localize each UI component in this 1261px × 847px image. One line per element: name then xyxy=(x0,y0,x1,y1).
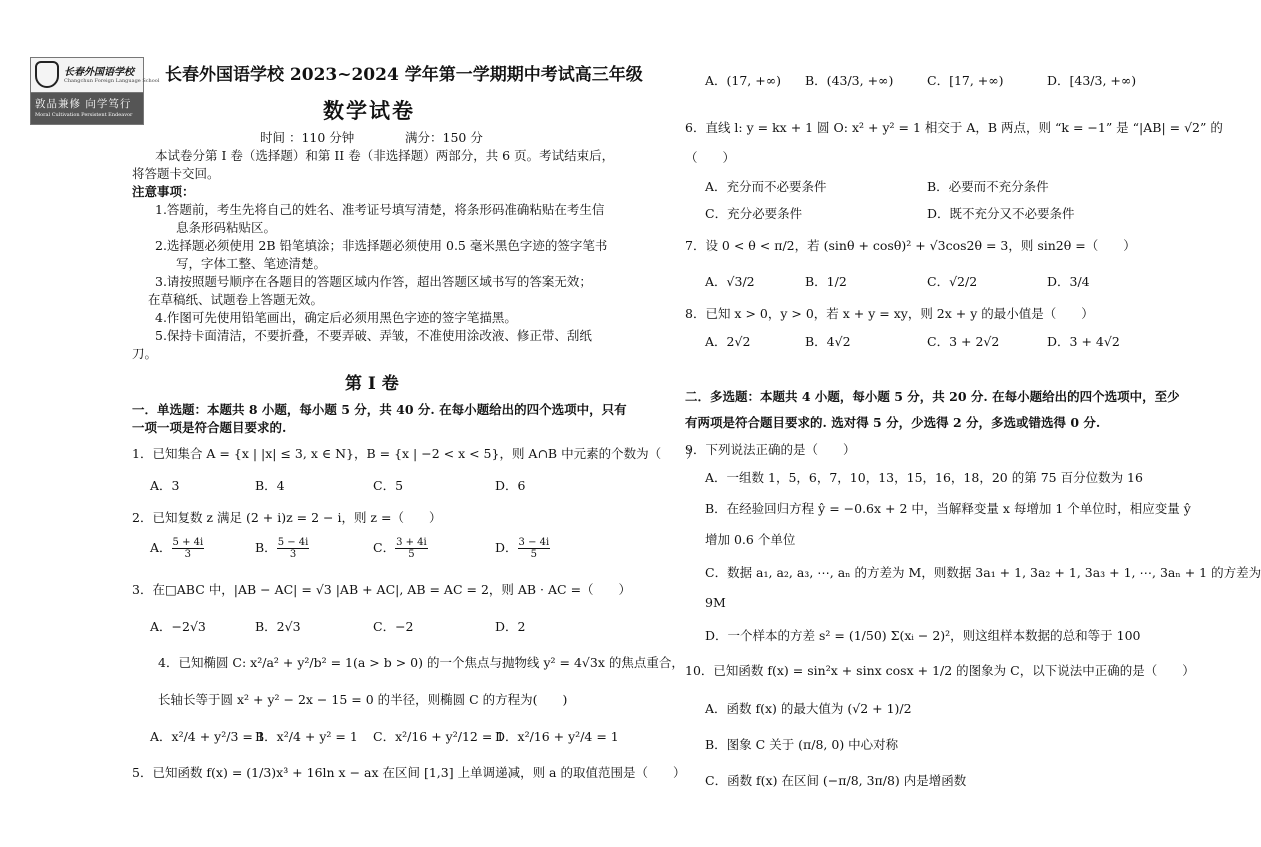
q9-option-b: B．在经验回归方程 ŷ = −0.6x + 2 中，当解释变量 x 每增加 1 个单位时，相应变量 ŷ xyxy=(705,501,1191,516)
q7-option-c: C．√2/2 xyxy=(927,274,978,289)
school-title: 长春外国语学校 2023~2024 学年第一学期期中考试高三年级 xyxy=(165,65,643,85)
q10-stem: 10．已知函数 f(x) = sin²x + sinx cosx + 1/2 的图象为 C，以下说法中正确的是（ ） xyxy=(685,663,1195,678)
q8-stem: 8．已知 x > 0，y > 0，若 x + y = xy，则 2x + y 的最小值是（ ） xyxy=(685,306,1094,321)
logo-motto: 敦品兼修 向学笃行 xyxy=(35,98,132,110)
q7-option-d: D．3/4 xyxy=(1047,274,1090,289)
q3-option-a: A．−2√3 xyxy=(150,619,206,634)
q6-option-d: D．既不充分又不必要条件 xyxy=(927,206,1075,221)
q4-stem: 4．已知椭圆 C: x²/a² + y²/b² = 1(a > b > 0) 的一个焦点与抛物线 y² = 4√3x 的焦点重合， xyxy=(158,655,684,670)
q4-option-a: A．x²/4 + y²/3 = 1 xyxy=(150,729,265,744)
q4-option-d: D．x²/16 + y²/4 = 1 xyxy=(495,729,619,744)
q1-option-c: C．5 xyxy=(373,478,404,493)
section-1-desc: 一．单选题：本题共 8 小题，每小题 5 分，共 40 分. 在每小题给出的四个选项中，只有 xyxy=(132,402,627,417)
note-line: 刀。 xyxy=(132,346,158,361)
q3-option-b: B．2√3 xyxy=(255,619,301,634)
q10-option-c: C．函数 f(x) 在区间 (−π/8, 3π/8) 内是增函数 xyxy=(705,773,967,788)
q8-option-d: D．3 + 4√2 xyxy=(1047,334,1120,349)
q7-option-a: A．√3/2 xyxy=(705,274,755,289)
q6-option-b: B．必要而不充分条件 xyxy=(927,179,1049,194)
logo-header xyxy=(31,58,160,93)
note-line: 在草稿纸、试题卷上答题无效。 xyxy=(148,292,324,307)
exam-time: 时间 ：110 分钟 xyxy=(260,130,355,145)
q5-option-a: A．(17, +∞) xyxy=(705,73,782,88)
section-2-desc: 二．多选题：本题共 4 小题，每小题 5 分，共 20 分. 在每小题给出的四个选项中，至少 xyxy=(685,389,1180,404)
note-line: 2.选择题必须使用 2B 铅笔填涂；非选择题必须使用 0.5 毫米黑色字迹的签字笔书 xyxy=(155,238,608,253)
q4-option-c: C．x²/16 + y²/12 = 1 xyxy=(373,729,505,744)
q6-stem: 6．直线 l: y = kx + 1 圆 O: x² + y² = 1 相交于 A，B 两点，则 “k = −1” 是 “|AB| = √2” 的 xyxy=(685,120,1223,135)
logo-school-name-en: Changchun Foreign Language School xyxy=(64,78,160,84)
q2-option-d: D． $\frac{3 - 4i}{5}$ xyxy=(495,537,550,560)
note-line: 3.请按照题号顺序在各题目的答题区域内作答，超出答题区域书写的答案无效； xyxy=(155,274,592,289)
q8-option-b: B．4√2 xyxy=(805,334,851,349)
q10-option-a: A．函数 f(x) 的最大值为 (√2 + 1)/2 xyxy=(705,701,912,716)
section-2-desc: 有两项是符合题目要求的. 选对得 5 分，少选得 2 分，多选或错选得 0 分. xyxy=(685,415,1101,430)
q6-option-c: C．充分必要条件 xyxy=(705,206,803,221)
school-logo xyxy=(30,57,160,125)
note-line: 4.作图可先使用铅笔画出，确定后必须用黑色字迹的签字笔描黑。 xyxy=(155,310,517,325)
q9-option-c-cont: 9M xyxy=(705,595,726,610)
intro-line-2: 将答题卡交回。 xyxy=(132,166,220,181)
logo-school-name: 长春外国语学校 xyxy=(64,67,134,78)
note-line: 写，字体工整、笔迹清楚。 xyxy=(176,256,327,271)
logo-motto-band xyxy=(31,93,143,124)
q7-option-b: B．1/2 xyxy=(805,274,847,289)
section-1-title: 第 I 卷 xyxy=(345,374,399,394)
q5-stem: 5．已知函数 f(x) = (1/3)x³ + 16ln x − ax 在区间 [1,3] 上单调递减，则 a 的取值范围是（ ） xyxy=(132,765,686,780)
q2-option-c: C． $\frac{3 + 4i}{5}$ xyxy=(373,537,427,560)
q8-option-c: C．3 + 2√2 xyxy=(927,334,1000,349)
q5-option-b: B．(43/3, +∞) xyxy=(805,73,894,88)
note-line: 1.答题前，考生先将自己的姓名、准考证号填写清楚，将条形码准确粘贴在考生信 xyxy=(155,202,605,217)
q3-option-c: C．−2 xyxy=(373,619,414,634)
paper-title: 数学试卷 xyxy=(323,98,415,123)
q1-option-a: A．3 xyxy=(150,478,180,493)
q9-stem: 9．下列说法正确的是（ ） xyxy=(685,442,856,457)
q6-stem-cont: （ ） xyxy=(685,150,736,165)
intro-line-1: 本试卷分第 I 卷（选择题）和第 II 卷（非选择题）两部分，共 6 页。考试结束后， xyxy=(155,148,615,163)
q1-stem: 1．已知集合 A = {x | |x| ≤ 3, x ∈ N}，B = {x | −2 < x < 5}，则 A∩B 中元素的个数为（ ） xyxy=(132,446,699,461)
q5-option-c: C．[17, +∞) xyxy=(927,73,1004,88)
q4-option-b: B．x²/4 + y² = 1 xyxy=(255,729,358,744)
note-line: 5.保持卡面清洁，不要折叠，不要弄破、弄皱，不准使用涂改液、修正带、刮纸 xyxy=(155,328,592,343)
q3-option-d: D．2 xyxy=(495,619,526,634)
q4-stem-cont: 长轴长等于圆 x² + y² − 2x − 15 = 0 的半径，则椭圆 C 的方程为( ) xyxy=(158,692,568,707)
q1-option-d: D．6 xyxy=(495,478,526,493)
q9-option-b-cont: 增加 0.6 个单位 xyxy=(705,532,796,547)
school-emblem-icon xyxy=(35,61,59,88)
q6-option-a: A．充分而不必要条件 xyxy=(705,179,827,194)
q2-option-a: A． $\frac{5 + 4i}{3}$ xyxy=(150,537,204,560)
q3-stem: 3．在□ABC 中，|AB − AC| = √3 |AB + AC|, AB = AC = 2，则 AB · AC =（ ） xyxy=(132,582,632,597)
q2-stem: 2．已知复数 z 满足 (2 + i)z = 2 − i，则 z =（ ） xyxy=(132,510,442,525)
q1-option-b: B．4 xyxy=(255,478,285,493)
q9-option-a: A．一组数 1，5，6，7，10，13，15，16，18，20 的第 75 百分位数为 16 xyxy=(705,470,1143,485)
note-line: 息条形码粘贴区。 xyxy=(176,220,277,235)
q5-option-d: D．[43/3, +∞) xyxy=(1047,73,1137,88)
q9-option-d: D．一个样本的方差 s² = (1/50) Σ(xᵢ − 2)²，则这组样本数据的总和等于 100 xyxy=(705,628,1141,643)
section-1-desc: 一项一项是符合题目要求的. xyxy=(132,420,287,435)
logo-motto-en: Moral Cultivation Persistent Endeavor xyxy=(35,112,133,118)
q10-option-b: B．图象 C 关于 (π/8, 0) 中心对称 xyxy=(705,737,899,752)
q8-option-a: A．2√2 xyxy=(705,334,751,349)
exam-score: 满分：150 分 xyxy=(405,130,483,145)
q9-option-c: C．数据 a₁, a₂, a₃, ⋯, aₙ 的方差为 M，则数据 3a₁ + 1, 3a₂ + 1, 3a₃ + 1, ⋯, 3aₙ + 1 的方差为 xyxy=(705,565,1261,580)
notes-title: 注意事项： xyxy=(132,184,195,199)
q7-stem: 7．设 0 < θ < π/2，若 (sinθ + cosθ)² + √3cos2θ = 3，则 sin2θ =（ ） xyxy=(685,238,1136,253)
q2-option-b: B． $\frac{5 - 4i}{3}$ xyxy=(255,537,309,560)
